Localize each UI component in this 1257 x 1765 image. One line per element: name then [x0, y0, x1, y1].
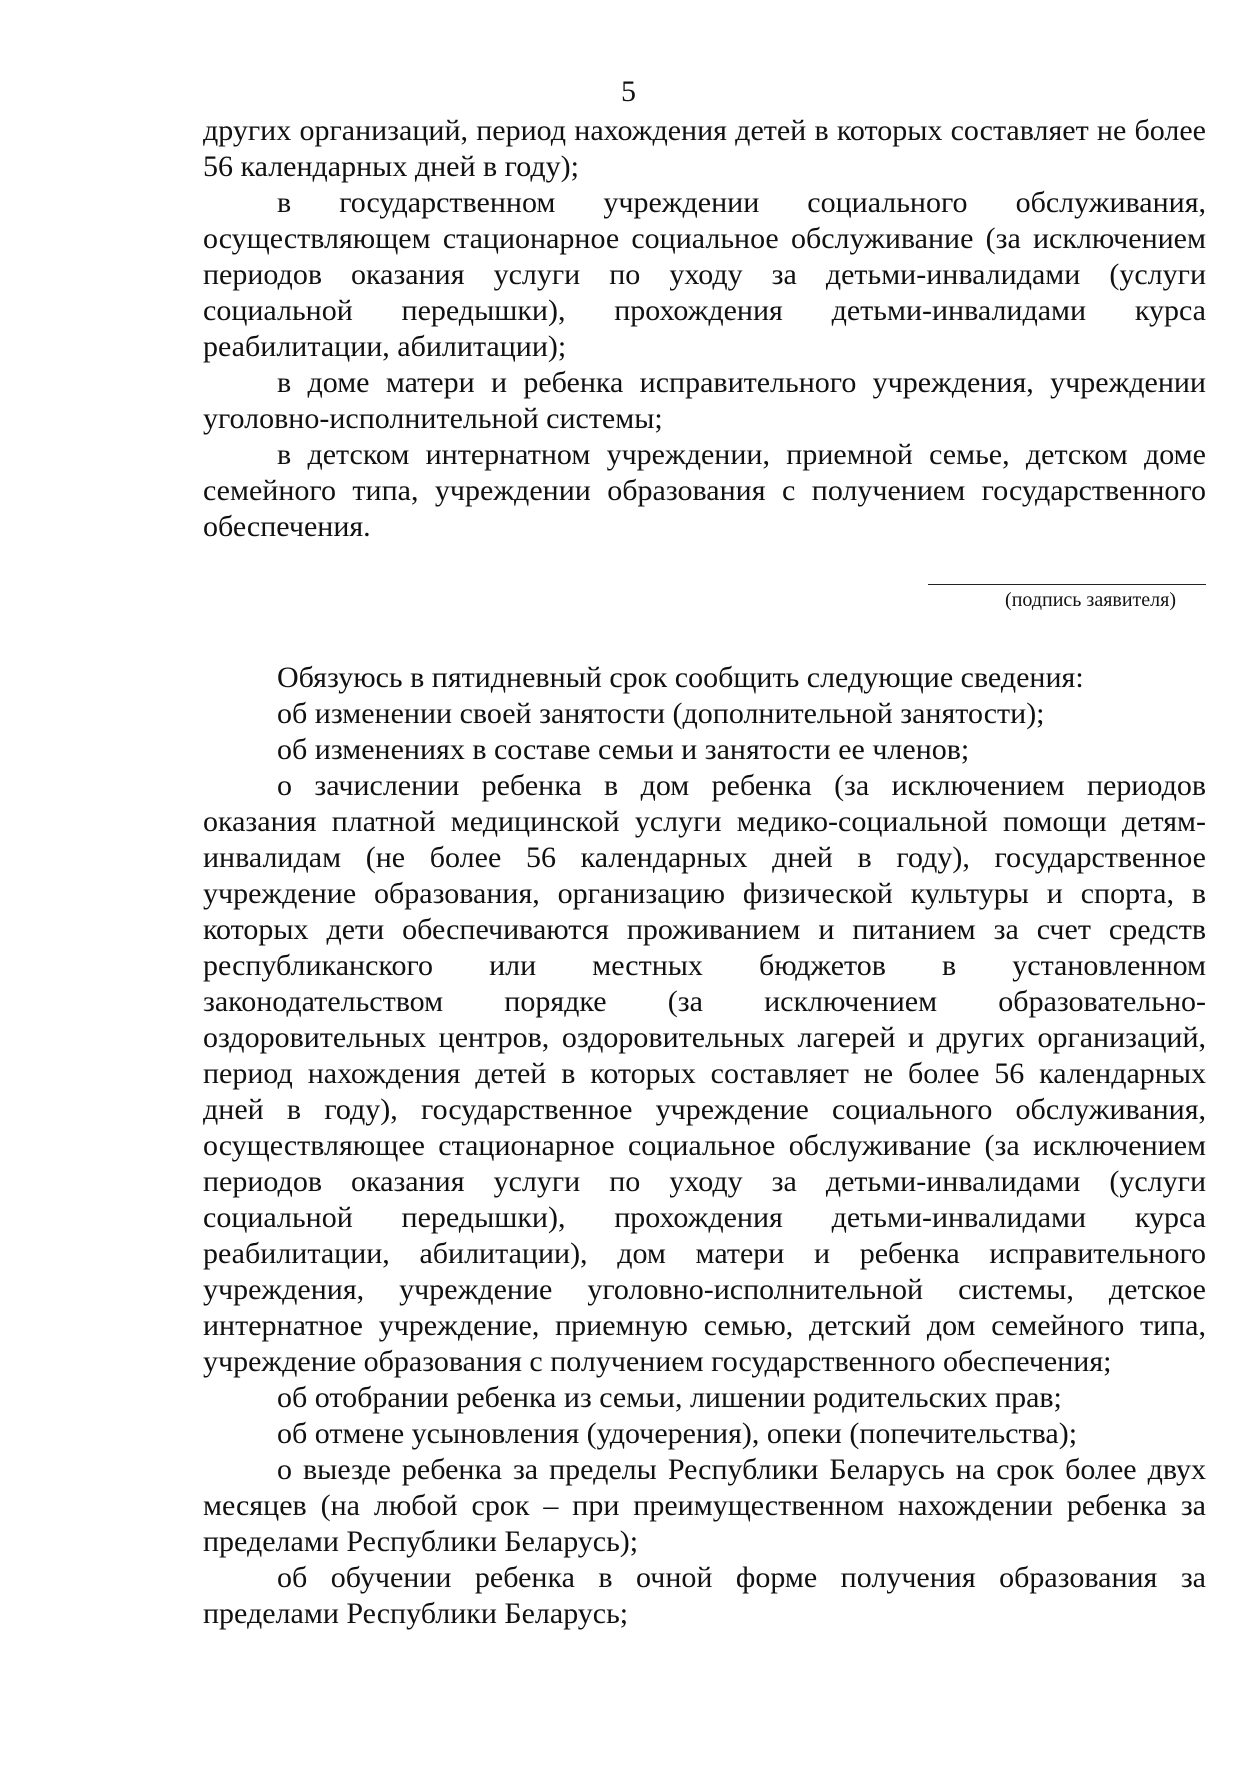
paragraph: в детском интернатном учреждении, приемной семье, детском доме семейного типа, учреждении образования с получением государственного обеспечения. [203, 438, 1206, 543]
signature-line [928, 584, 1206, 585]
signature-caption: (подпись заявителя) [1005, 589, 1176, 611]
paragraph: о зачислении ребенка в дом ребенка (за исключением периодов оказания платной медицинской услуги медико-социальной помощи детям-инвалидам (не более 56 календарных дней в году), государственное учреждение образования, организацию физической культуры и спорта, в которых дети обеспечиваются проживанием и питанием за счет средств республиканского или местных бюджетов в установленном законодательством порядке (за исключением образовательно-оздоровительных центров, оздоровительных лагерей и других организаций, период нахождения детей в которых составляет не более 56 календарных дней в году), государственное учреждение социального обслуживания, осуществляющее стационарное социальное обслуживание (за исключением периодов оказания услуги по уходу за детьми-инвалидами (услуги социальной передышки), прохождения детьми-инвалидами курса реабилитации, абилитации), дом матери и ребенка исправительного учреждения, учреждение уголовно-исполнительной системы, детское интернатное учреждение, приемную семью, детский дом семейного типа, учреждение образования с получением государственного обеспечения; [203, 769, 1206, 1378]
paragraph: об отмене усыновления (удочерения), опеки (попечительства); [277, 1417, 1078, 1450]
paragraph: об отобрании ребенка из семьи, лишении родительских прав; [277, 1381, 1062, 1414]
page-number: 5 [621, 75, 636, 108]
paragraph: в доме матери и ребенка исправительного учреждения, учреждении уголовно-исполнительной системы; [203, 366, 1206, 435]
section-obligations [203, 660, 1206, 1632]
paragraph: о выезде ребенка за пределы Республики Беларусь на срок более двух месяцев (на любой срок – при преимущественном нахождении ребенка за пределами Республики Беларусь); [203, 1453, 1206, 1558]
document-body [203, 113, 1206, 1632]
paragraph: Обязуюсь в пятидневный срок сообщить следующие сведения: [277, 661, 1084, 694]
section-residence-conditions [203, 113, 1206, 545]
paragraph: об изменениях в составе семьи и занятости ее членов; [277, 733, 970, 766]
paragraph: других организаций, период нахождения детей в которых составляет не более 56 календарных дней в году); [203, 114, 1206, 183]
paragraph: в государственном учреждении социального обслуживания, осуществляющем стационарное социальное обслуживание (за исключением периодов оказания услуги по уходу за детьми-инвалидами (услуги социальной передышки), прохождения детьми-инвалидами курса реабилитации, абилитации); [203, 186, 1206, 363]
paragraph: об обучении ребенка в очной форме получения образования за пределами Республики Беларусь; [203, 1561, 1206, 1630]
signature-block [203, 584, 1206, 660]
paragraph: об изменении своей занятости (дополнительной занятости); [277, 697, 1045, 730]
